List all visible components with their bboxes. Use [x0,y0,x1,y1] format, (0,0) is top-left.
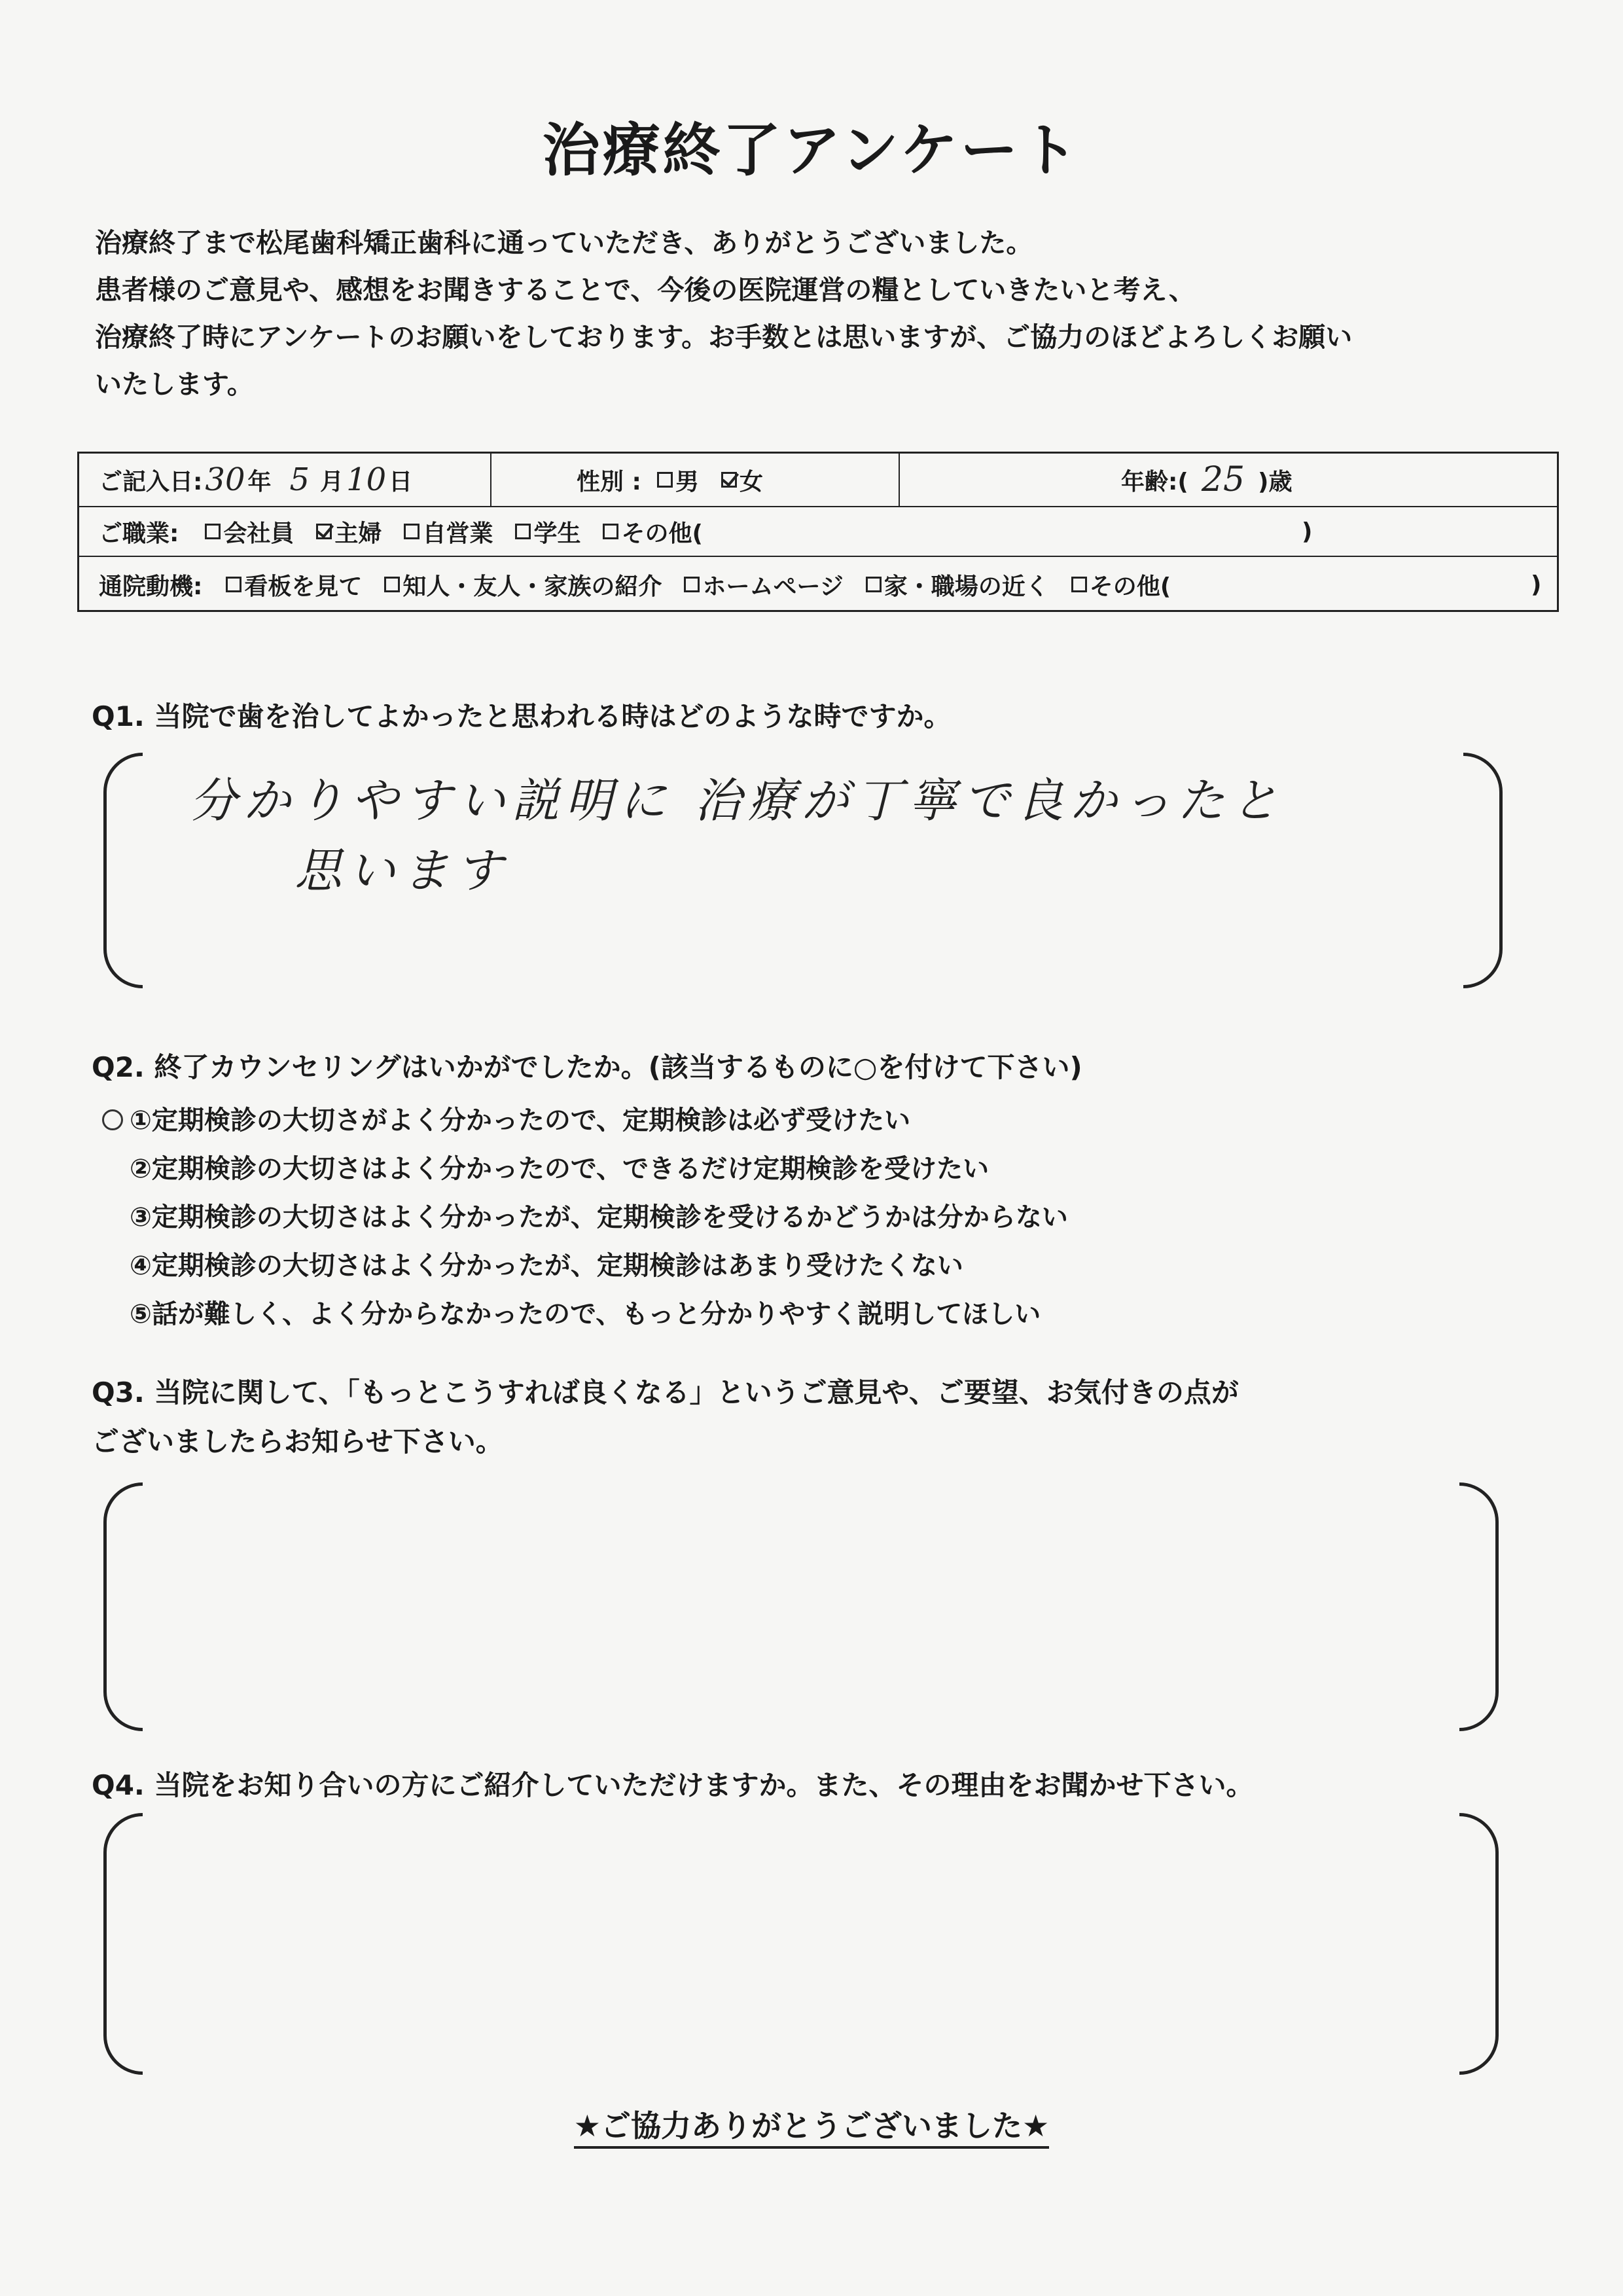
q3-answer-area[interactable] [151,1492,1453,1721]
divider [490,454,491,506]
info-table [77,452,1559,612]
bracket-left [103,1482,143,1731]
footer-text: ★ご協力ありがとうございました★ [574,2108,1049,2149]
date-label: ご記入日: [99,468,203,495]
date-day-unit: 日 [389,468,413,495]
footer-thanks [0,2102,1623,2145]
page-title: 治療終了アンケート [542,117,1081,184]
gender-male-option[interactable] [657,463,699,497]
date-year-unit: 年 [247,468,272,495]
q2-option-3[interactable]: ③定期検診の大切さはよく分かったが、定期検診を受けるかどうかは分からない [130,1202,1068,1232]
occupation-option-label: 自営業 [422,520,493,547]
q4-answer-area[interactable] [151,1826,1453,2062]
occupation-option-label: 学生 [533,520,581,547]
checkbox[interactable] [603,524,618,539]
intro-line: 治療終了まで松尾歯科矯正歯科に通っていただき、ありがとうございました。 [95,227,1033,259]
occupation-option[interactable] [205,515,294,548]
age-field[interactable] [1121,454,1293,506]
q3-question-line1: Q3. 当院に関して、「もっとこうすれば良くなる」というご意見や、ご要望、お気付きの点が [92,1376,1239,1408]
circle-mark-icon [102,1109,123,1130]
occupation-option[interactable] [404,515,493,548]
bracket-right [1459,1813,1499,2075]
occupation-option[interactable] [603,515,702,548]
intro-line: 患者様のご意見や、感想をお聞きすることで、今後の医院運営の糧としていきたいと考え、 [95,274,1196,306]
bracket-left [103,753,143,988]
checkbox[interactable] [515,524,531,539]
occupation-option[interactable] [316,515,382,548]
q3-question-line2: ございましたらお知らせ下さい。 [92,1426,503,1458]
checkbox[interactable] [657,472,673,488]
q2-options [130,1096,1068,1338]
q4-question: Q4. 当院をお知り合いの方にご紹介していただけますか。また、その理由をお聞かせ下さい。 [92,1769,1254,1801]
intro-text [95,219,1352,408]
info-row-motive [79,557,1557,612]
q2-option-1[interactable] [130,1096,1068,1145]
occupation-close: ) [1302,518,1313,545]
age-label: 年齢:( [1121,468,1188,495]
intro-line: 治療終了時にアンケートのお願いをしております。お手数とは思いますが、ご協力のほどよろしくお願い [95,321,1353,353]
occupation-option-label: 主婦 [334,520,382,547]
date-day-value: 10 [346,461,387,498]
age-suffix: )歳 [1258,468,1293,495]
checkbox-checked[interactable] [316,524,332,539]
intro-line: いたします。 [95,368,254,400]
motive-option-label: 知人・友人・家族の紹介 [402,573,662,600]
motive-option-label: ホームページ [702,573,844,600]
bracket-right [1459,1482,1499,1731]
motive-option[interactable] [866,568,1049,601]
gender-female-option[interactable] [721,463,763,497]
motive-option[interactable] [384,568,662,601]
bracket-right [1463,753,1503,988]
q2-option-2[interactable]: ②定期検診の大切さはよく分かったので、できるだけ定期検診を受けたい [130,1154,990,1184]
checkbox[interactable] [866,577,882,592]
date-field[interactable] [99,454,412,506]
q1-question: Q1. 当院で歯を治してよかったと思われる時はどのような時ですか。 [92,700,952,732]
q2-option-5[interactable]: ⑤話が難しく、よく分からなかったので、もっと分かりやすく説明してほしい [130,1299,1041,1329]
motive-field [99,557,1193,612]
motive-label: 通院動機: [99,573,203,600]
checkbox[interactable] [684,577,700,592]
occupation-option[interactable] [515,515,580,548]
motive-option[interactable] [1071,568,1171,601]
gender-male-label: 男 [675,468,699,495]
checkbox[interactable] [205,524,221,539]
occupation-field [99,507,725,556]
date-month-value: 5 [289,461,310,498]
date-month-unit: 月 [320,468,344,495]
gender-field [577,454,785,506]
divider [899,454,900,506]
bracket-left [103,1813,143,2075]
date-year-value: 30 [205,461,245,498]
motive-option-label: 看板を見て [244,573,363,600]
checkbox[interactable] [226,577,241,592]
checkbox-checked[interactable] [721,472,737,488]
age-value: 25 [1201,460,1245,499]
motive-option-label: 家・職場の近く [883,573,1049,600]
q2-option-4[interactable]: ④定期検診の大切さはよく分かったが、定期検診はあまり受けたくない [130,1251,963,1281]
motive-option[interactable] [684,568,843,601]
q1-answer-line1[interactable]: 分かりやすい説明に 治療が丁寧で良かったと [190,773,1285,828]
motive-option-label: その他( [1089,573,1171,600]
gender-female-label: 女 [739,468,763,495]
occupation-label: ご職業: [99,520,179,547]
checkbox[interactable] [1071,577,1087,592]
motive-option[interactable] [226,568,362,601]
checkbox[interactable] [384,577,400,592]
info-row-occupation [79,507,1557,557]
motive-close: ) [1531,571,1542,598]
occupation-option-label: その他( [621,520,703,547]
q2-question: Q2. 終了カウンセリングはいかがでしたか。(該当するものに○を付けて下さい) [92,1051,1082,1083]
info-row-date-gender-age [79,454,1557,507]
gender-label: 性別 : [577,468,641,495]
checkbox[interactable] [404,524,419,539]
q2-option-label: ①定期検診の大切さがよく分かったので、定期検診は必ず受けたい [130,1105,911,1136]
q1-answer-line2[interactable]: 思います [294,843,510,898]
occupation-option-label: 会社員 [223,520,294,547]
